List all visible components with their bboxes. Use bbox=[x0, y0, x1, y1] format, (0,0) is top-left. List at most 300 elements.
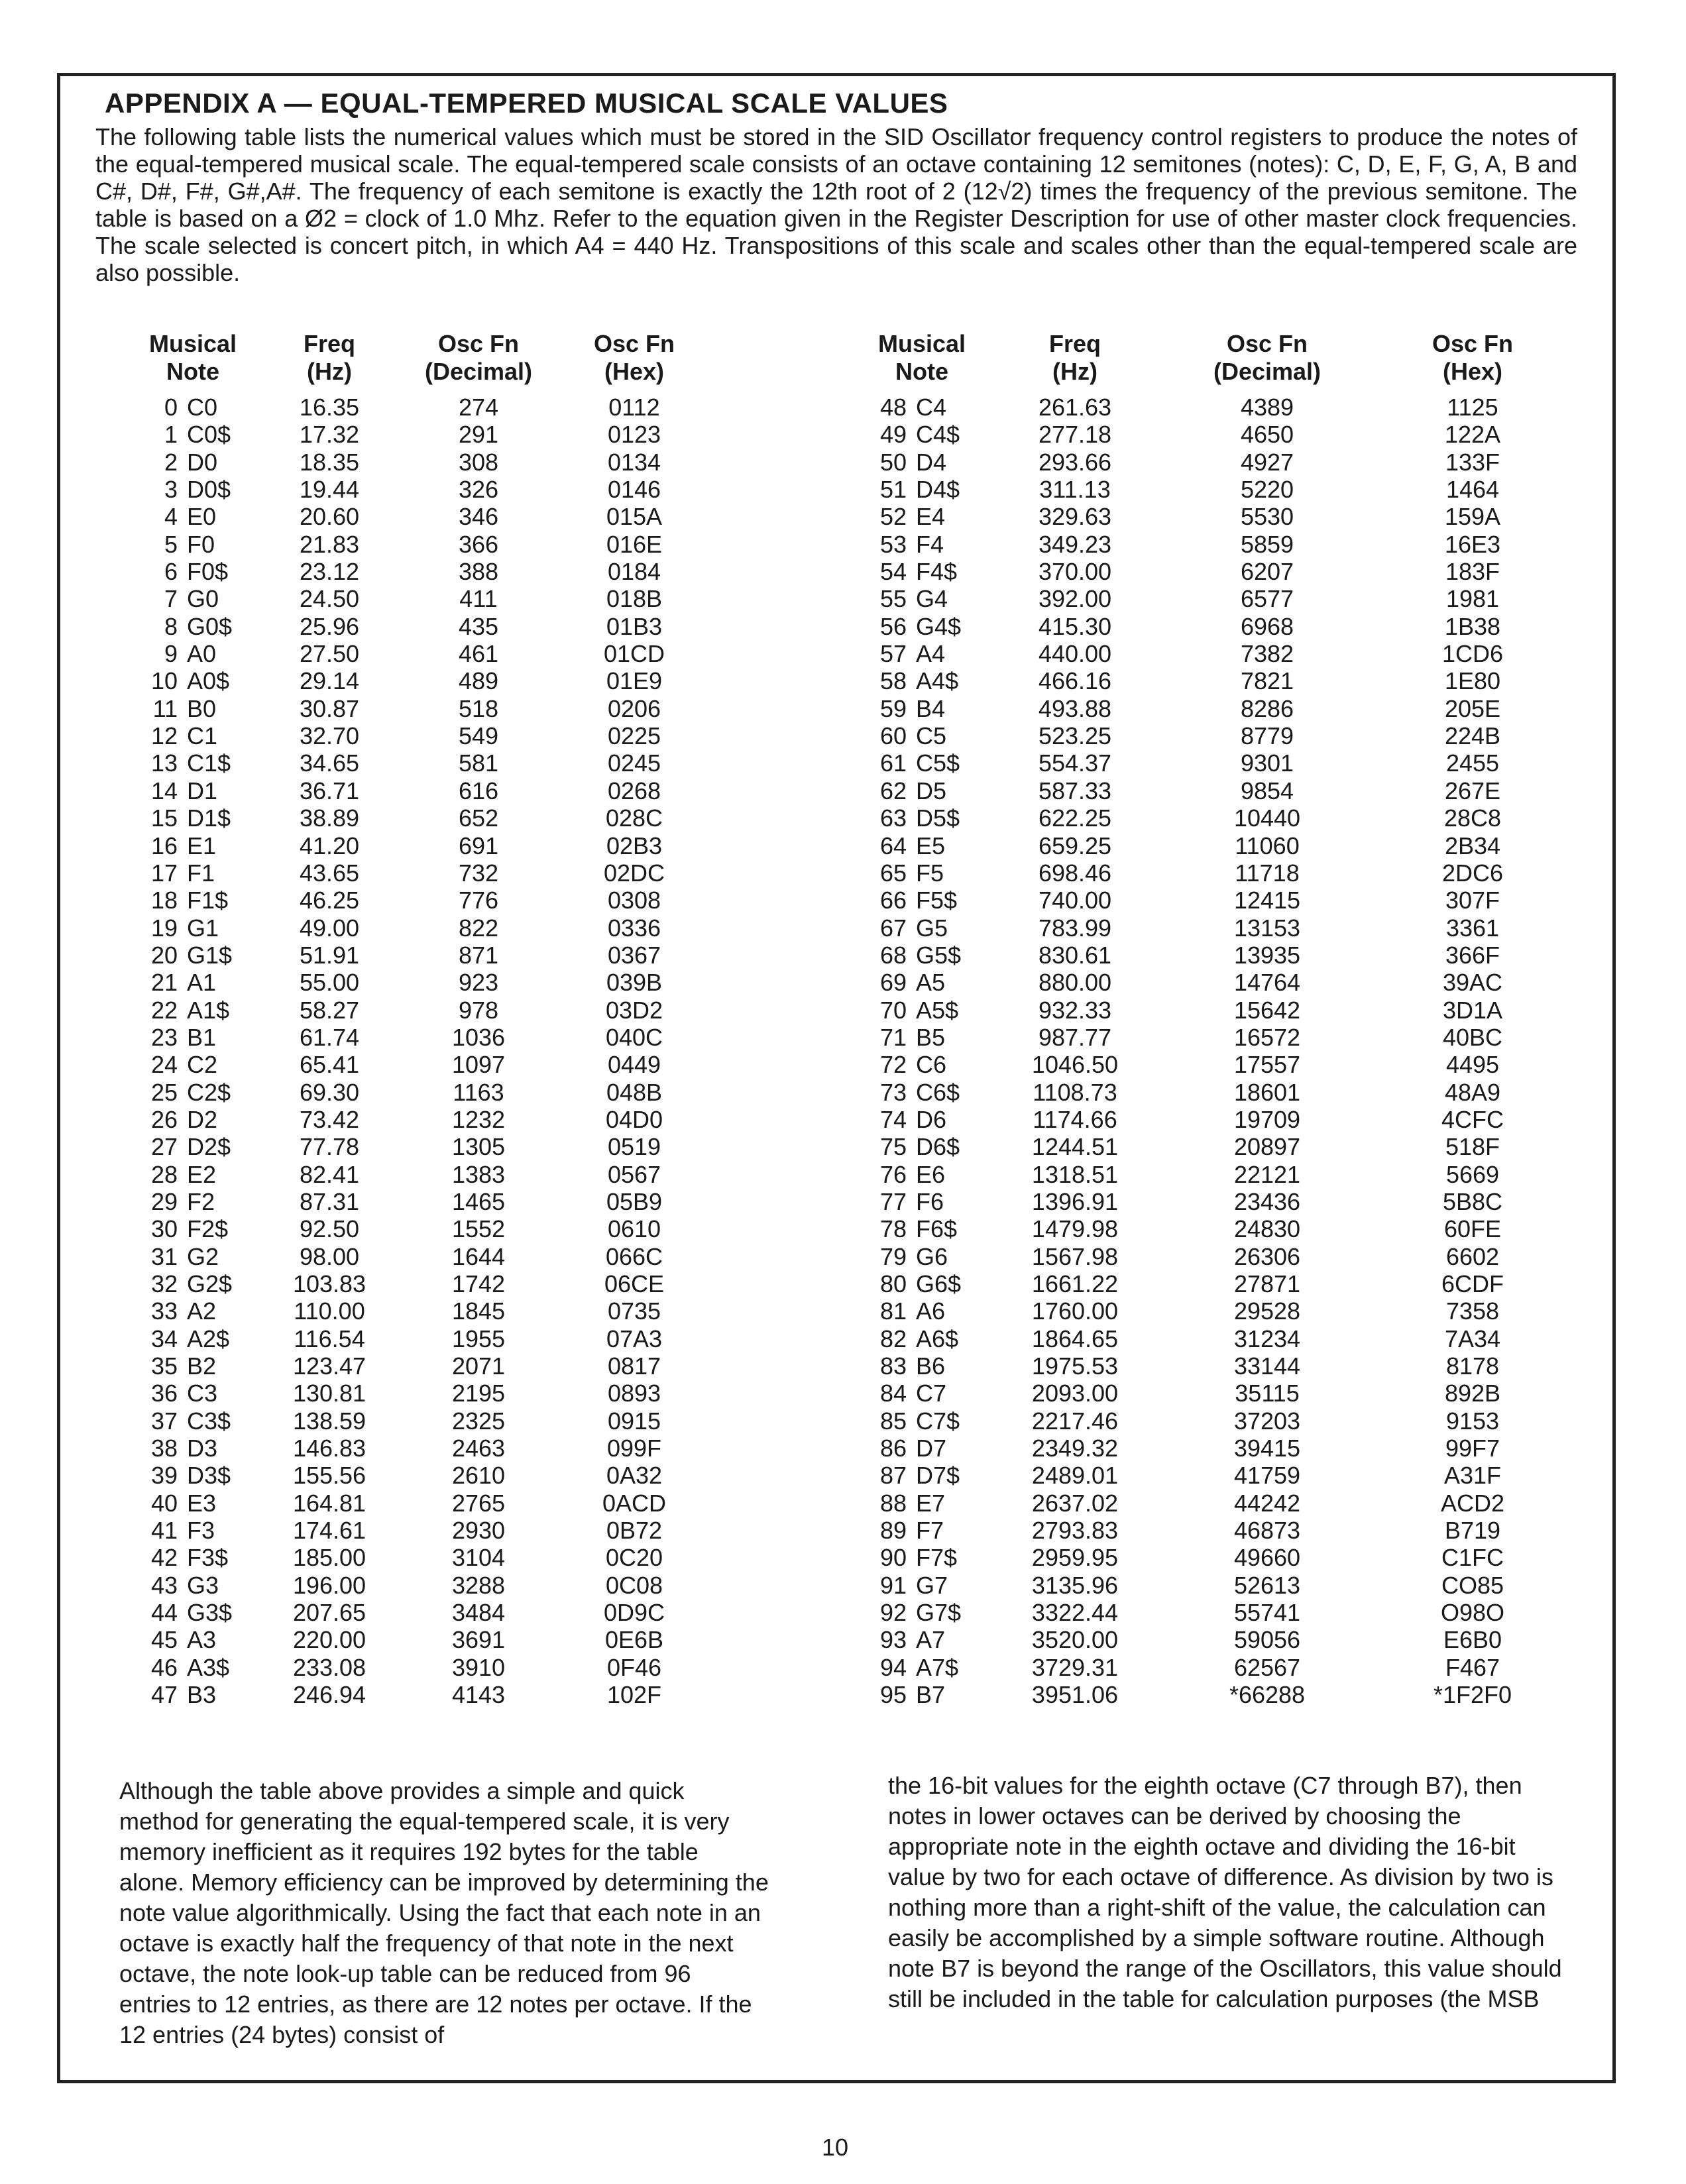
table-row bbox=[126, 1270, 710, 1297]
table-row bbox=[855, 1544, 1572, 1571]
frequency-hz: 21.83 bbox=[299, 530, 360, 558]
note-name: F0 bbox=[187, 530, 215, 558]
note-number: 74 bbox=[879, 1105, 907, 1133]
osc-fn-decimal: 489 bbox=[458, 667, 499, 695]
osc-fn-decimal: 5220 bbox=[1240, 476, 1294, 504]
osc-fn-decimal: 12415 bbox=[1233, 887, 1301, 914]
header-osc-decimal: Osc Fn (Decimal) bbox=[424, 330, 533, 385]
table-row bbox=[126, 1297, 710, 1325]
note-name: F1$ bbox=[187, 887, 229, 914]
note-name: C1$ bbox=[187, 749, 231, 777]
osc-fn-decimal: 29528 bbox=[1233, 1297, 1301, 1325]
table-row bbox=[126, 859, 710, 887]
osc-fn-hex: 267E bbox=[1444, 777, 1501, 804]
note-number: 59 bbox=[879, 694, 907, 722]
note-name: D7$ bbox=[916, 1462, 960, 1490]
osc-fn-decimal: 24830 bbox=[1233, 1215, 1301, 1243]
osc-fn-decimal: 2071 bbox=[451, 1352, 506, 1380]
frequency-hz: 1318.51 bbox=[1031, 1160, 1119, 1188]
note-number: 45 bbox=[150, 1626, 178, 1654]
note-name: F3 bbox=[187, 1517, 215, 1545]
osc-fn-decimal: 5859 bbox=[1240, 530, 1294, 558]
table-row bbox=[126, 1024, 710, 1051]
table-row bbox=[126, 1133, 710, 1160]
note-number: 29 bbox=[150, 1187, 178, 1215]
table-row bbox=[126, 1407, 710, 1435]
frequency-hz: 246.94 bbox=[292, 1681, 366, 1709]
note-number: 73 bbox=[879, 1078, 907, 1106]
osc-fn-decimal: 35115 bbox=[1235, 1380, 1300, 1407]
osc-fn-hex: 066C bbox=[605, 1242, 663, 1270]
osc-fn-decimal: 13935 bbox=[1233, 941, 1301, 969]
note-number: 17 bbox=[150, 859, 178, 887]
osc-fn-decimal: 41759 bbox=[1233, 1462, 1301, 1490]
osc-fn-hex: 0893 bbox=[607, 1380, 661, 1407]
note-name: D5$ bbox=[916, 804, 960, 832]
osc-fn-decimal: 2930 bbox=[451, 1517, 506, 1545]
note-number: 53 bbox=[879, 530, 907, 558]
osc-fn-decimal: 39415 bbox=[1233, 1435, 1301, 1462]
frequency-hz: 1567.98 bbox=[1031, 1242, 1119, 1270]
frequency-hz: 49.00 bbox=[299, 914, 360, 942]
note-number: 34 bbox=[150, 1325, 178, 1352]
note-name: D1$ bbox=[187, 804, 231, 832]
note-name: A6$ bbox=[916, 1325, 959, 1352]
scale-table-right bbox=[855, 330, 1572, 1709]
note-number: 67 bbox=[879, 914, 907, 942]
note-name: G1$ bbox=[187, 941, 233, 969]
osc-fn-decimal: 1163 bbox=[453, 1078, 504, 1106]
osc-fn-hex: 4CFC bbox=[1441, 1105, 1504, 1133]
osc-fn-hex: 0817 bbox=[607, 1352, 661, 1380]
note-number: 84 bbox=[879, 1380, 907, 1407]
frequency-hz: 3322.44 bbox=[1031, 1599, 1119, 1627]
note-name: D5 bbox=[916, 777, 947, 804]
frequency-hz: 73.42 bbox=[299, 1105, 360, 1133]
table-row bbox=[855, 804, 1572, 832]
note-name: C4$ bbox=[916, 421, 960, 449]
osc-fn-decimal: 4389 bbox=[1240, 394, 1294, 421]
table-row bbox=[126, 804, 710, 832]
note-number: 88 bbox=[879, 1489, 907, 1517]
osc-fn-hex: 0206 bbox=[607, 694, 661, 722]
frequency-hz: 1174.66 bbox=[1033, 1105, 1117, 1133]
frequency-hz: 554.37 bbox=[1038, 749, 1112, 777]
note-number: 56 bbox=[879, 612, 907, 640]
osc-fn-decimal: 31234 bbox=[1233, 1325, 1301, 1352]
header-freq: Freq (Hz) bbox=[1048, 330, 1101, 385]
note-name: G6 bbox=[916, 1242, 948, 1270]
osc-fn-hex: 9153 bbox=[1445, 1407, 1500, 1435]
osc-fn-decimal: 346 bbox=[458, 503, 499, 531]
note-number: 61 bbox=[879, 749, 907, 777]
frequency-hz: 16.35 bbox=[299, 394, 360, 421]
osc-fn-decimal: 10440 bbox=[1233, 804, 1301, 832]
osc-fn-decimal: 3288 bbox=[451, 1571, 506, 1599]
note-number: 83 bbox=[879, 1352, 907, 1380]
note-number: 7 bbox=[164, 585, 178, 613]
note-name: B1 bbox=[187, 1023, 217, 1051]
note-number: 93 bbox=[879, 1626, 907, 1654]
note-number: 57 bbox=[879, 640, 907, 668]
osc-fn-decimal: 581 bbox=[458, 749, 499, 777]
osc-fn-hex: 7358 bbox=[1445, 1297, 1500, 1325]
osc-fn-decimal: 616 bbox=[458, 777, 499, 804]
note-name: C4 bbox=[916, 394, 947, 421]
table-row bbox=[126, 503, 710, 530]
note-number: 42 bbox=[150, 1544, 178, 1572]
note-number: 3 bbox=[164, 476, 178, 504]
frequency-hz: 1108.73 bbox=[1033, 1078, 1117, 1106]
osc-fn-hex: 0112 bbox=[608, 394, 660, 421]
note-number: 64 bbox=[879, 832, 907, 859]
note-name: E1 bbox=[187, 832, 217, 859]
note-number: 92 bbox=[879, 1599, 907, 1627]
osc-fn-decimal: 518 bbox=[458, 694, 499, 722]
osc-fn-hex: 0225 bbox=[607, 722, 661, 750]
note-number: 78 bbox=[879, 1215, 907, 1243]
note-number: 21 bbox=[150, 969, 178, 997]
note-name: E4 bbox=[916, 503, 946, 531]
osc-fn-hex: 0735 bbox=[607, 1297, 661, 1325]
frequency-hz: 698.46 bbox=[1038, 859, 1112, 887]
table-row bbox=[126, 613, 710, 640]
note-number: 51 bbox=[879, 476, 907, 504]
osc-fn-hex: E6B0 bbox=[1443, 1626, 1502, 1654]
osc-fn-decimal: 3484 bbox=[451, 1599, 506, 1627]
note-name: C2 bbox=[187, 1051, 218, 1079]
note-number: 41 bbox=[150, 1517, 178, 1545]
table-row bbox=[126, 667, 710, 694]
osc-fn-decimal: 1383 bbox=[451, 1160, 506, 1188]
note-number: 26 bbox=[150, 1105, 178, 1133]
note-name: G1 bbox=[187, 914, 219, 942]
frequency-hz: 3135.96 bbox=[1031, 1571, 1119, 1599]
osc-fn-decimal: 3104 bbox=[451, 1544, 506, 1572]
table-row bbox=[126, 1079, 710, 1106]
note-name: F2 bbox=[187, 1187, 215, 1215]
note-name: F7 bbox=[916, 1517, 944, 1545]
table-row bbox=[126, 640, 710, 667]
table-row bbox=[855, 1380, 1572, 1407]
osc-fn-decimal: 22121 bbox=[1233, 1160, 1301, 1188]
frequency-hz: 55.00 bbox=[299, 969, 360, 997]
table-row bbox=[855, 558, 1572, 585]
frequency-hz: 77.78 bbox=[299, 1133, 360, 1161]
note-number: 76 bbox=[879, 1160, 907, 1188]
osc-fn-hex: 518F bbox=[1445, 1133, 1500, 1161]
frequency-hz: 2489.01 bbox=[1031, 1462, 1119, 1490]
header-osc-hex: Osc Fn (Hex) bbox=[593, 330, 675, 385]
osc-fn-hex: 6CDF bbox=[1441, 1270, 1504, 1297]
frequency-hz: 69.30 bbox=[299, 1078, 360, 1106]
osc-fn-decimal: 308 bbox=[458, 448, 499, 476]
frequency-hz: 1975.53 bbox=[1031, 1352, 1119, 1380]
note-name: A0 bbox=[187, 640, 217, 668]
osc-fn-hex: 366F bbox=[1445, 941, 1500, 969]
header-musical-note: Musical Note bbox=[877, 330, 966, 385]
osc-fn-decimal: 26306 bbox=[1233, 1242, 1301, 1270]
osc-fn-decimal: 411 bbox=[459, 585, 498, 613]
frequency-hz: 3729.31 bbox=[1031, 1653, 1119, 1681]
frequency-hz: 2217.46 bbox=[1031, 1407, 1119, 1435]
osc-fn-decimal: 871 bbox=[458, 941, 499, 969]
note-number: 31 bbox=[150, 1242, 178, 1270]
table-row bbox=[855, 640, 1572, 667]
osc-fn-hex: 307F bbox=[1445, 887, 1500, 914]
osc-fn-hex: 048B bbox=[606, 1078, 663, 1106]
note-number: 2 bbox=[164, 448, 178, 476]
table-row bbox=[855, 421, 1572, 448]
note-number: 35 bbox=[150, 1352, 178, 1380]
note-number: 63 bbox=[879, 804, 907, 832]
table-row bbox=[855, 1270, 1572, 1297]
note-name: B7 bbox=[916, 1681, 946, 1709]
osc-fn-decimal: 549 bbox=[458, 722, 499, 750]
table-row bbox=[855, 1490, 1572, 1517]
osc-fn-hex: 05B9 bbox=[606, 1187, 663, 1215]
osc-fn-hex: 99F7 bbox=[1445, 1435, 1500, 1462]
header-osc-hex: Osc Fn (Hex) bbox=[1432, 330, 1514, 385]
frequency-hz: 43.65 bbox=[299, 859, 360, 887]
osc-fn-hex: 0519 bbox=[607, 1133, 661, 1161]
table-row bbox=[855, 722, 1572, 749]
note-name: A7 bbox=[916, 1626, 946, 1654]
table-row bbox=[126, 1243, 710, 1270]
frequency-hz: 740.00 bbox=[1038, 887, 1112, 914]
note-number: 48 bbox=[879, 394, 907, 421]
note-name: G6$ bbox=[916, 1270, 962, 1297]
table-row bbox=[855, 1626, 1572, 1653]
note-number: 18 bbox=[150, 887, 178, 914]
osc-fn-hex: 133F bbox=[1445, 448, 1500, 476]
table-row bbox=[855, 394, 1572, 421]
osc-fn-hex: 039B bbox=[606, 969, 663, 997]
osc-fn-hex: A31F bbox=[1443, 1462, 1502, 1490]
note-number: 22 bbox=[150, 996, 178, 1024]
osc-fn-decimal: 1097 bbox=[451, 1051, 506, 1079]
osc-fn-decimal: 388 bbox=[458, 558, 499, 586]
osc-fn-hex: 0567 bbox=[607, 1160, 661, 1188]
note-name: G4 bbox=[916, 585, 948, 613]
table-row bbox=[126, 887, 710, 914]
note-number: 94 bbox=[879, 1653, 907, 1681]
note-name: G7$ bbox=[916, 1599, 962, 1627]
frequency-hz: 1760.00 bbox=[1031, 1297, 1119, 1325]
osc-fn-hex: 48A9 bbox=[1444, 1078, 1501, 1106]
frequency-hz: 116.54 bbox=[294, 1325, 365, 1352]
frequency-hz: 87.31 bbox=[299, 1187, 360, 1215]
osc-fn-hex: 099F bbox=[606, 1435, 662, 1462]
osc-fn-decimal: 1465 bbox=[451, 1187, 506, 1215]
frequency-hz: 2793.83 bbox=[1031, 1517, 1119, 1545]
note-number: 77 bbox=[879, 1187, 907, 1215]
table-row bbox=[126, 695, 710, 722]
table-row bbox=[855, 832, 1572, 859]
table-row bbox=[126, 942, 710, 969]
table-row bbox=[855, 1517, 1572, 1544]
table-row bbox=[855, 1079, 1572, 1106]
osc-fn-hex: 224B bbox=[1444, 722, 1501, 750]
note-name: C3$ bbox=[187, 1407, 231, 1435]
table-body bbox=[855, 394, 1572, 1709]
note-number: 85 bbox=[879, 1407, 907, 1435]
osc-fn-hex: 1CD6 bbox=[1441, 640, 1504, 668]
note-name: B2 bbox=[187, 1352, 217, 1380]
osc-fn-decimal: 435 bbox=[458, 612, 499, 640]
osc-fn-hex: 0D9C bbox=[603, 1599, 665, 1627]
osc-fn-decimal: 1552 bbox=[451, 1215, 506, 1243]
note-name: A3 bbox=[187, 1626, 217, 1654]
note-number: 72 bbox=[879, 1051, 907, 1079]
frequency-hz: 98.00 bbox=[299, 1242, 360, 1270]
table-row bbox=[855, 1681, 1572, 1708]
note-name: D6$ bbox=[916, 1133, 960, 1161]
frequency-hz: 174.61 bbox=[292, 1517, 366, 1545]
note-number: 33 bbox=[150, 1297, 178, 1325]
osc-fn-decimal: 652 bbox=[458, 804, 499, 832]
frequency-hz: 2093.00 bbox=[1031, 1380, 1119, 1407]
osc-fn-decimal: 19709 bbox=[1233, 1105, 1301, 1133]
note-number: 1 bbox=[164, 421, 178, 449]
osc-fn-hex: 01CD bbox=[603, 640, 665, 668]
note-name: G2$ bbox=[187, 1270, 233, 1297]
osc-fn-hex: 892B bbox=[1444, 1380, 1501, 1407]
osc-fn-hex: 28C8 bbox=[1443, 804, 1502, 832]
osc-fn-decimal: 7382 bbox=[1240, 640, 1294, 668]
osc-fn-decimal: 2463 bbox=[451, 1435, 506, 1462]
header-musical-note: Musical Note bbox=[148, 330, 237, 385]
note-name: E0 bbox=[187, 503, 217, 531]
table-row bbox=[126, 1380, 710, 1407]
note-number: 82 bbox=[879, 1325, 907, 1352]
osc-fn-hex: 0C20 bbox=[605, 1544, 663, 1572]
osc-fn-decimal: 1644 bbox=[451, 1242, 506, 1270]
note-name: A0$ bbox=[187, 667, 230, 695]
osc-fn-hex: 07A3 bbox=[606, 1325, 663, 1352]
table-row bbox=[126, 997, 710, 1024]
note-name: C6 bbox=[916, 1051, 947, 1079]
header-osc-decimal: Osc Fn (Decimal) bbox=[1213, 330, 1321, 385]
note-number: 91 bbox=[879, 1571, 907, 1599]
osc-fn-decimal: 46873 bbox=[1233, 1517, 1301, 1545]
note-number: 86 bbox=[879, 1435, 907, 1462]
table-row bbox=[855, 1599, 1572, 1626]
frequency-hz: 2637.02 bbox=[1031, 1489, 1119, 1517]
osc-fn-decimal: 6577 bbox=[1240, 585, 1294, 613]
osc-fn-hex: 60FE bbox=[1443, 1215, 1502, 1243]
osc-fn-decimal: 2610 bbox=[451, 1462, 506, 1490]
note-number: 38 bbox=[150, 1435, 178, 1462]
osc-fn-hex: 0146 bbox=[607, 476, 661, 504]
note-number: 36 bbox=[150, 1380, 178, 1407]
note-number: 0 bbox=[164, 394, 178, 421]
note-name: B4 bbox=[916, 694, 946, 722]
note-number: 39 bbox=[150, 1462, 178, 1490]
note-name: C0 bbox=[187, 394, 218, 421]
osc-fn-hex: 6602 bbox=[1445, 1242, 1500, 1270]
frequency-hz: 27.50 bbox=[299, 640, 360, 668]
osc-fn-hex: 0268 bbox=[607, 777, 661, 804]
note-name: D3$ bbox=[187, 1462, 231, 1490]
note-number: 58 bbox=[879, 667, 907, 695]
note-name: A6 bbox=[916, 1297, 946, 1325]
table-row bbox=[126, 394, 710, 421]
frequency-hz: 587.33 bbox=[1038, 777, 1112, 804]
frequency-hz: 110.00 bbox=[294, 1297, 365, 1325]
osc-fn-decimal: 59056 bbox=[1233, 1626, 1301, 1654]
table-row bbox=[855, 667, 1572, 694]
note-number: 69 bbox=[879, 969, 907, 997]
osc-fn-hex: 0123 bbox=[607, 421, 661, 449]
note-number: 24 bbox=[150, 1051, 178, 1079]
osc-fn-decimal: 4650 bbox=[1240, 421, 1294, 449]
frequency-hz: 830.61 bbox=[1038, 941, 1112, 969]
frequency-hz: 130.81 bbox=[292, 1380, 366, 1407]
note-number: 70 bbox=[879, 996, 907, 1024]
osc-fn-hex: 040C bbox=[605, 1023, 663, 1051]
osc-fn-hex: 205E bbox=[1444, 694, 1501, 722]
note-number: 4 bbox=[164, 503, 178, 531]
osc-fn-decimal: 49660 bbox=[1233, 1544, 1301, 1572]
osc-fn-hex: 0308 bbox=[607, 887, 661, 914]
osc-fn-decimal: 4143 bbox=[451, 1681, 506, 1709]
frequency-hz: 123.47 bbox=[292, 1352, 366, 1380]
frequency-hz: 18.35 bbox=[299, 448, 360, 476]
note-name: A2$ bbox=[187, 1325, 230, 1352]
frequency-hz: 24.50 bbox=[299, 585, 360, 613]
note-number: 16 bbox=[150, 832, 178, 859]
frequency-hz: 17.32 bbox=[299, 421, 360, 449]
note-number: 80 bbox=[879, 1270, 907, 1297]
page-title: APPENDIX A — EQUAL-TEMPERED MUSICAL SCALE VALUES bbox=[105, 87, 948, 119]
frequency-hz: 58.27 bbox=[299, 996, 360, 1024]
frequency-hz: 329.63 bbox=[1038, 503, 1112, 531]
intro-paragraph: The following table lists the numerical values which must be stored in the SID Oscillator frequency control registers to produce the notes of the equal-tempered musical scale. The equal-tempered scale consists of an octave containing 12 semitones (notes): C, D, E, F, G, A, B and C#, D#, F#, G#,A#. The frequency of each semitone is exactly the 12th root of 2 (12√2) times the frequency of the previous semitone. The table is based on a Ø2 = clock of 1.0 Mhz. Refer to the equation given in the Register Description for use of other master clock frequencies. The scale selected is concert pitch, in which A4 = 440 Hz. Transpositions of this scale and scales other than the equal-tempered scale are also possible. bbox=[95, 123, 1577, 286]
frequency-hz: 3520.00 bbox=[1031, 1626, 1119, 1654]
frequency-hz: 415.30 bbox=[1038, 612, 1112, 640]
note-number: 37 bbox=[150, 1407, 178, 1435]
table-row bbox=[126, 1681, 710, 1708]
osc-fn-hex: 122A bbox=[1444, 421, 1501, 449]
note-number: 9 bbox=[164, 640, 178, 668]
frequency-hz: 29.14 bbox=[299, 667, 360, 695]
osc-fn-decimal: 978 bbox=[458, 996, 499, 1024]
osc-fn-decimal: 326 bbox=[458, 476, 499, 504]
note-name: F7$ bbox=[916, 1544, 958, 1572]
frequency-hz: 1046.50 bbox=[1031, 1051, 1119, 1079]
note-name: G3 bbox=[187, 1571, 219, 1599]
table-row bbox=[126, 1517, 710, 1544]
frequency-hz: 103.83 bbox=[292, 1270, 366, 1297]
note-name: F6$ bbox=[916, 1215, 958, 1243]
osc-fn-decimal: 7821 bbox=[1240, 667, 1294, 695]
frequency-hz: 233.08 bbox=[292, 1653, 366, 1681]
table-row bbox=[855, 1572, 1572, 1599]
osc-fn-hex: 02B3 bbox=[606, 832, 663, 859]
osc-fn-hex: 3D1A bbox=[1442, 996, 1503, 1024]
osc-fn-hex: 0134 bbox=[607, 448, 661, 476]
table-row bbox=[126, 832, 710, 859]
frequency-hz: 293.66 bbox=[1038, 448, 1112, 476]
note-name: C2$ bbox=[187, 1078, 231, 1106]
osc-fn-decimal: 18601 bbox=[1233, 1078, 1301, 1106]
note-name: D4 bbox=[916, 448, 947, 476]
note-name: E2 bbox=[187, 1160, 217, 1188]
note-name: A4$ bbox=[916, 667, 959, 695]
body-paragraph-right: the 16-bit values for the eighth octave (C7 through B7), then notes in lower octaves can be derived by choosing the appropriate note in the eighth octave and dividing the 16-bit value by two for each octave of difference. As division by two is nothing more than a right-shift of the value, the calculation can easily be accomplished by a simple software routine. Although note B7 is beyond the range of the Oscillators, this value should still be included in the table for calculation purposes (the MSB bbox=[888, 1772, 1562, 2012]
osc-fn-decimal: 11060 bbox=[1235, 832, 1300, 859]
